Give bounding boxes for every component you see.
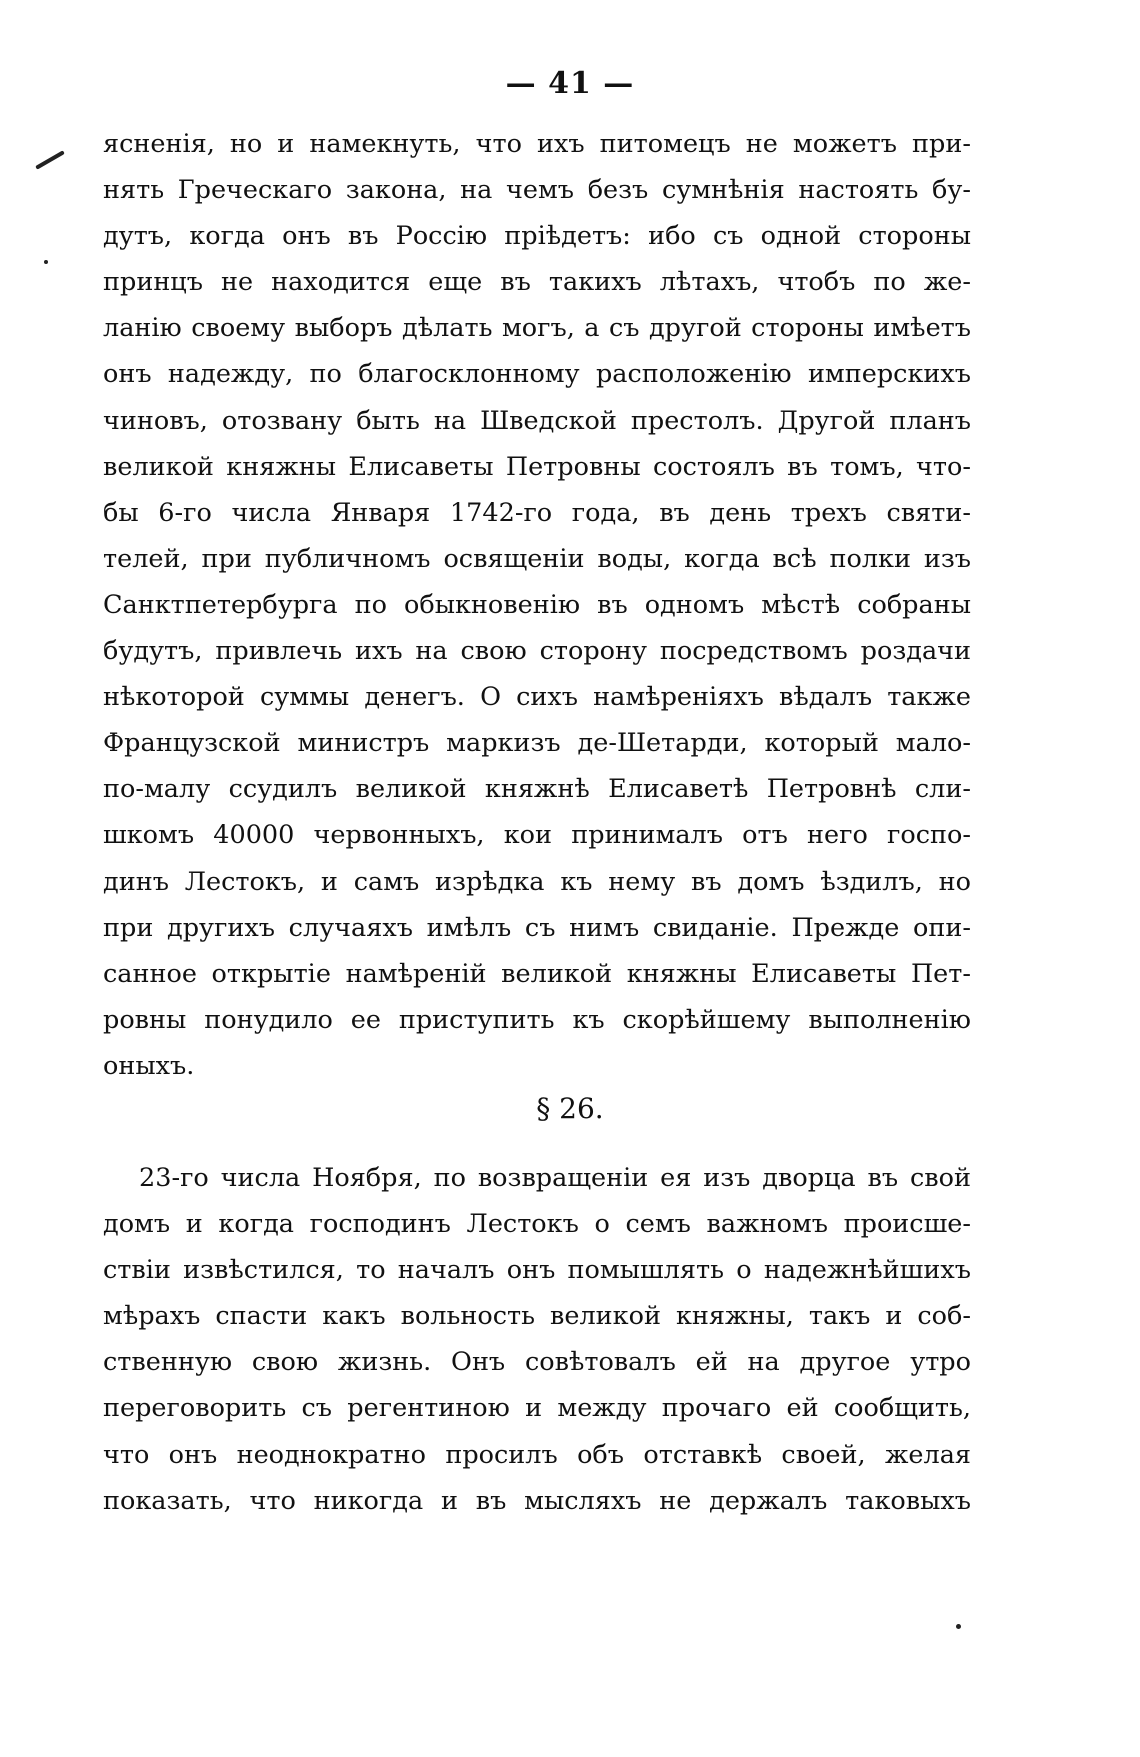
text-line: шкомъ 40000 червонныхъ, кои принималъ отъ него госпо- <box>103 820 971 851</box>
text-line: принцъ не находится еще въ такихъ лѣтахъ, чтобъ по же- <box>103 267 971 298</box>
text-line: дутъ, когда онъ въ Россію пріѣдетъ: ибо съ одной стороны <box>103 221 971 252</box>
text-line: при другихъ случаяхъ имѣлъ съ нимъ свиданіе. Прежде опи- <box>103 912 971 943</box>
text-line: Санктпетербурга по обыкновенію въ одномъ мѣстѣ собраны <box>103 589 971 620</box>
text-line: по-малу ссудилъ великой княжнѣ Елисаветѣ Петровнѣ сли- <box>103 774 971 805</box>
text-line: динъ Лестокъ, и самъ изрѣдка къ нему въ домъ ѣздилъ, но <box>103 866 971 897</box>
text-line: бы 6-го числа Января 1742-го года, въ день трехъ святи- <box>103 497 971 528</box>
text-line: ровны понудило ее приступить къ скорѣйшему выполненію <box>103 1004 971 1035</box>
paragraph-1 <box>103 121 971 1089</box>
text-line: телей, при публичномъ освященіи воды, когда всѣ полки изъ <box>103 543 971 574</box>
text-line: оныхъ. <box>103 1050 195 1081</box>
text-line: ланію своему выборъ дѣлать могъ, а съ другой стороны имѣетъ <box>103 313 971 344</box>
text-line: 23-го числа Ноября, по возвращеніи ея изъ дворца въ свой <box>139 1163 971 1193</box>
margin-dot-mark <box>44 260 48 264</box>
text-line: ясненія, но и намекнуть, что ихъ питомецъ не можетъ при- <box>103 129 971 159</box>
section-heading: § 26. <box>536 1092 604 1125</box>
margin-pen-mark <box>35 150 65 169</box>
text-line: домъ и когда господинъ Лестокъ о семъ важномъ происше- <box>103 1209 971 1240</box>
text-line: мѣрахъ спасти какъ вольность великой княжны, такъ и соб- <box>103 1301 971 1332</box>
text-line: будутъ, привлечь ихъ на свою сторону посредствомъ роздачи <box>103 636 971 667</box>
text-line: ственную свою жизнь. Онъ совѣтовалъ ей на другое утро <box>103 1347 971 1378</box>
text-line: чиновъ, отозвану быть на Шведской престолъ. Другой планъ <box>103 405 971 436</box>
paragraph-2 <box>103 1155 971 1524</box>
text-line: показать, что никогда и въ мысляхъ не держалъ таковыхъ <box>103 1485 971 1516</box>
text-line: нѣкоторой суммы денегъ. О сихъ намѣреніяхъ вѣдалъ также <box>103 682 971 713</box>
text-line: онъ надежду, по благосклонному расположенію имперскихъ <box>103 359 971 390</box>
text-line: нять Греческаго закона, на чемъ безъ сумнѣнія настоять бу- <box>103 175 971 206</box>
text-line: санное открытіе намѣреній великой княжны Елисаветы Пет- <box>103 958 971 989</box>
text-line: Французской министръ маркизъ де-Шетарди, который мало- <box>103 728 971 759</box>
corner-dot-mark <box>956 1624 961 1629</box>
text-line: что онъ неоднократно просилъ объ отставкѣ своей, желая <box>103 1439 971 1470</box>
page-number: — 41 — <box>505 66 635 101</box>
text-line: великой княжны Елисаветы Петровны состоялъ въ томъ, что- <box>103 451 971 482</box>
text-line: переговорить съ регентиною и между прочаго ей сообщить, <box>103 1393 971 1424</box>
text-line: ствіи извѣстился, то началъ онъ помышлять о надежнѣйшихъ <box>103 1255 971 1286</box>
